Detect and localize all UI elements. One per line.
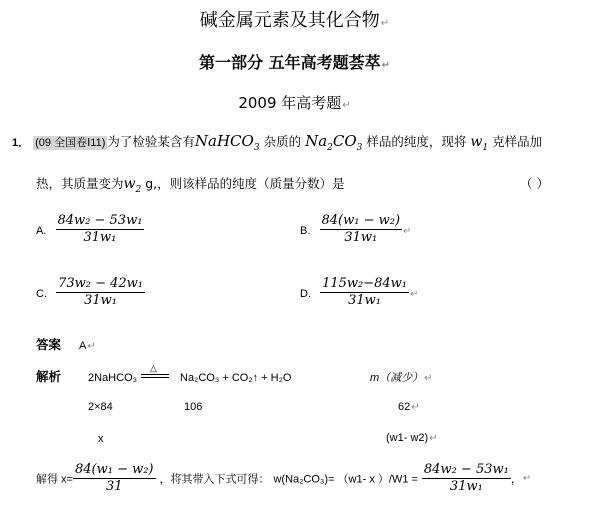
heat-arrow <box>141 365 169 381</box>
option-letter: A. <box>36 225 47 237</box>
stem-text-d: 克样品加 <box>492 134 543 149</box>
return-mark: ↵ <box>522 473 532 484</box>
line2-text-b: g,，则该样品的纯度（质量分数）是 <box>145 176 345 191</box>
answer-value: A <box>79 340 87 352</box>
option-d[interactable] <box>300 276 418 309</box>
year-heading <box>0 92 589 113</box>
solve-fraction <box>73 462 156 495</box>
products-formula: Na₂CO₃ + CO₂↑ + H₂O <box>180 372 292 384</box>
var-w1-sub: 1 <box>482 142 489 153</box>
fraction-numerator: 84(w₁ − w₂) <box>74 462 154 477</box>
answer-paren-text: （ ） <box>520 176 549 191</box>
var-w2-main: w <box>123 176 136 192</box>
return-mark: ↵ <box>87 341 96 352</box>
return-mark: ↵ <box>381 60 390 71</box>
formula-na2co3-co: CO <box>332 132 357 150</box>
year-heading-text: 2009 年高考题 <box>238 94 342 112</box>
option-a[interactable] <box>36 213 144 246</box>
formula-na2co3-sub2: 3 <box>356 143 363 153</box>
var-w1 <box>470 134 489 153</box>
fraction-numerator: 73w₂ − 42w₁ <box>58 276 144 291</box>
part-heading <box>0 50 589 73</box>
question-number: 1． <box>12 137 30 149</box>
answer-paren <box>520 174 549 194</box>
formula-na2co3-na: Na <box>305 132 328 150</box>
fraction-denominator: 31w₁ <box>344 230 378 245</box>
option-letter: C. <box>36 288 47 300</box>
fraction-denominator: 31 <box>105 479 123 494</box>
question-line-1 <box>12 131 542 158</box>
return-mark: ↵ <box>380 18 390 29</box>
title-text: 碱金属元素及其化合物 <box>199 10 380 31</box>
return-mark: ↵ <box>342 100 351 111</box>
stem-text-a: 为了检验某含有 <box>107 134 195 149</box>
var-w2 <box>123 176 142 195</box>
ratio-value: 2×84 <box>88 401 113 413</box>
return-mark: ↵ <box>429 433 438 444</box>
ratio-row-1-a <box>88 401 113 413</box>
formula-nahco3-main: NaHCO <box>194 132 254 150</box>
ratio-value: 62 <box>398 401 411 413</box>
solve-mid-text: ，将其带入下式可得： <box>159 473 270 486</box>
ratio-row-1-b <box>184 401 202 413</box>
formula-na2co3 <box>305 132 363 153</box>
option-letter: D. <box>300 288 311 300</box>
reactant <box>88 370 137 386</box>
result-fraction <box>422 462 511 495</box>
fraction-denominator: 31w₁ <box>83 230 117 245</box>
option-fraction <box>320 213 403 246</box>
fraction-numerator: 84w₂ − 53w₁ <box>423 462 509 477</box>
question-source: (09 全国卷Ⅰ11) <box>35 137 106 149</box>
solve-expression: w(Na₂CO₃)= （w1- x ）/W1 = <box>273 473 418 486</box>
return-mark: ↵ <box>411 402 420 413</box>
answer-label: 答案 <box>36 337 62 352</box>
fraction-denominator: 31w₁ <box>348 293 381 308</box>
answer-line <box>36 336 96 356</box>
question-line-2 <box>36 174 345 200</box>
fraction-numerator: 115w₂−84w₁ <box>322 276 408 291</box>
line2-text-a: 热，其质量变为 <box>36 176 124 191</box>
return-mark: ↵ <box>410 289 419 300</box>
products <box>180 370 291 386</box>
formula-nahco3-sub: 3 <box>253 143 260 153</box>
option-fraction <box>56 276 145 309</box>
part-heading-text: 第一部分 五年高考题荟萃 <box>199 53 381 72</box>
return-mark: ↵ <box>424 373 433 384</box>
fraction-numerator: 84(w₁ − w₂) <box>321 213 401 228</box>
analysis-label <box>36 368 61 386</box>
mass-change-text: m（减少） <box>370 372 424 384</box>
solve-line <box>36 462 531 495</box>
stem-text-c: 样品的纯度，现将 <box>366 134 467 149</box>
return-mark: ↵ <box>403 226 412 237</box>
ratio-row-2-a <box>98 433 104 445</box>
fraction-numerator: 84w₂ − 53w₁ <box>57 213 143 228</box>
option-fraction <box>320 276 409 309</box>
option-b[interactable] <box>300 213 411 246</box>
option-c[interactable] <box>36 276 145 309</box>
option-fraction <box>56 213 145 246</box>
solve-prefix: 解得 x= <box>36 473 73 486</box>
reactant-formula: 2NaHCO₃ <box>88 372 138 384</box>
stem-text-b: 杂质的 <box>263 134 302 149</box>
analysis-label-text: 解析 <box>36 369 62 384</box>
ratio-value: (w1- w2) <box>386 432 429 444</box>
formula-na2co3-sub1: 2 <box>327 143 333 153</box>
ratio-row-1-c <box>398 401 420 413</box>
ratio-value: x <box>98 433 104 445</box>
mass-change-label <box>370 370 433 387</box>
ratio-value: 106 <box>184 401 203 413</box>
fraction-denominator: 31w₁ <box>449 479 483 494</box>
fraction-denominator: 31w₁ <box>84 293 117 308</box>
var-w1-main: w <box>470 134 483 150</box>
option-letter: B. <box>300 225 311 237</box>
arrow-line-bottom <box>141 377 169 378</box>
formula-nahco3 <box>194 132 260 153</box>
heat-symbol: △ <box>150 363 157 373</box>
arrow-line-top <box>141 374 169 375</box>
var-w2-sub: 2 <box>135 184 142 195</box>
ratio-row-2-c <box>386 432 438 444</box>
solve-tail: ， <box>510 473 522 486</box>
document-title <box>0 6 589 32</box>
